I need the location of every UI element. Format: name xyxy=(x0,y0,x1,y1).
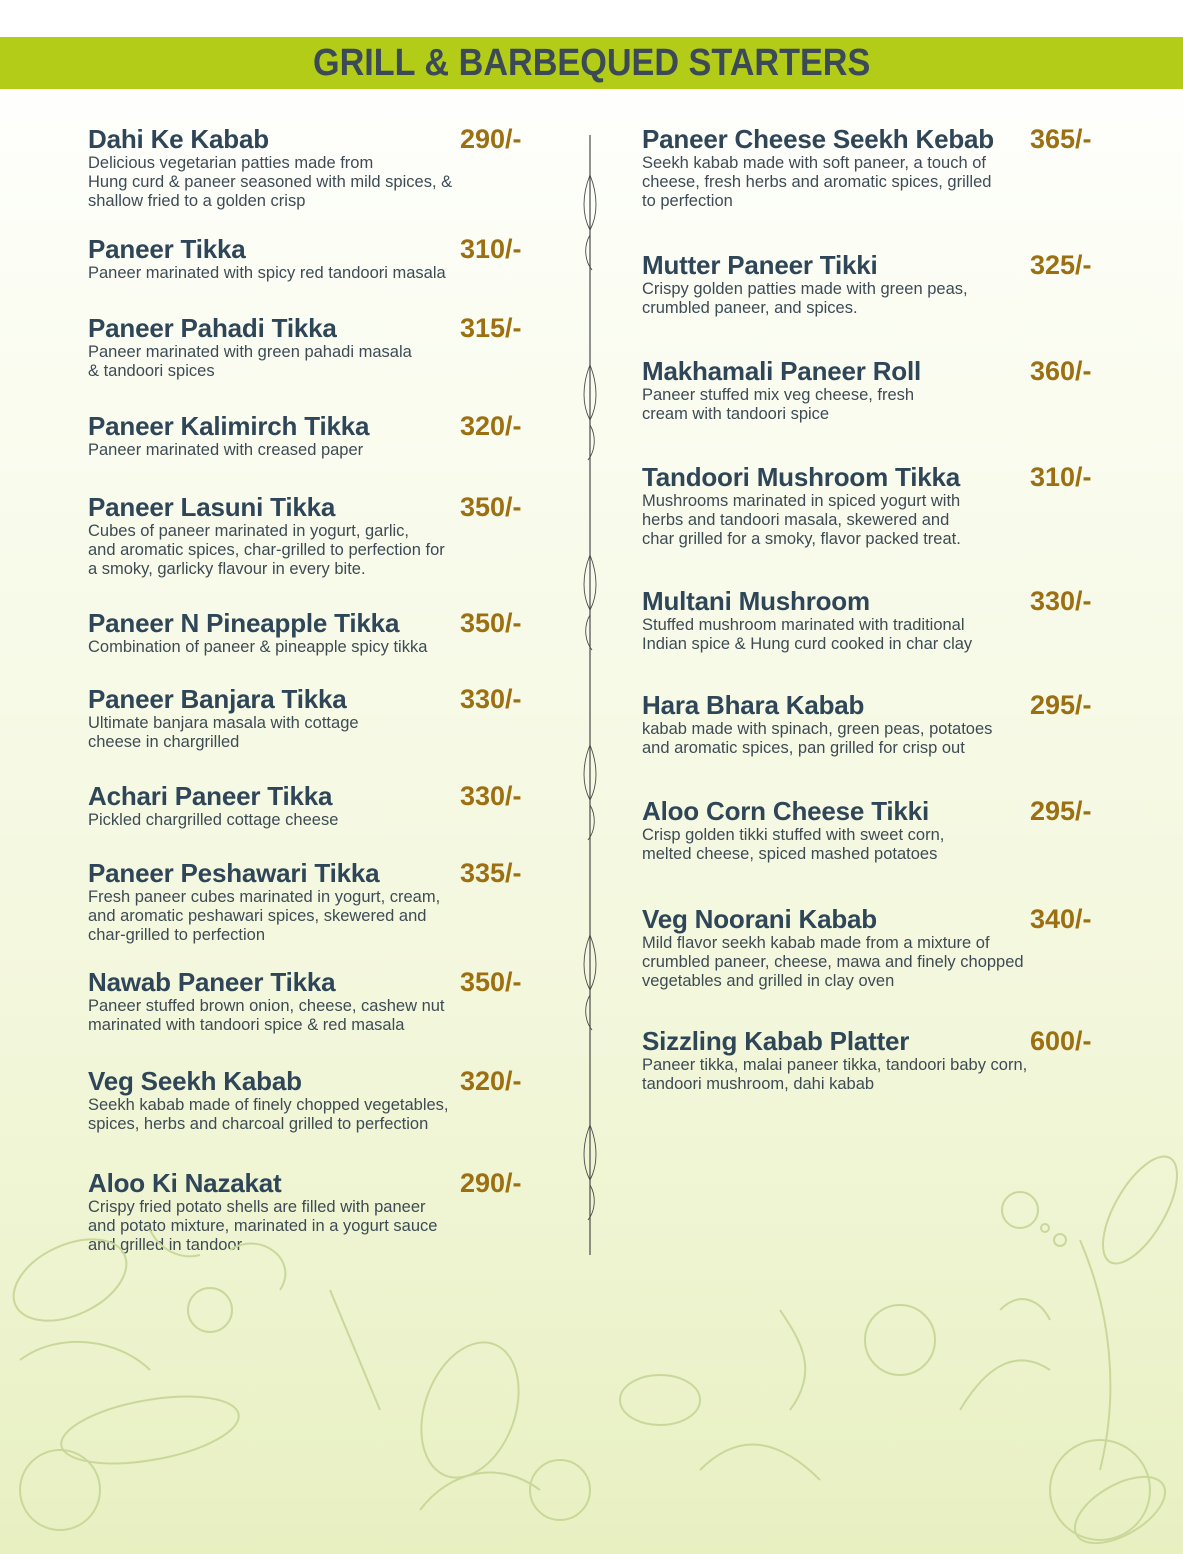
item-name: Aloo Corn Cheese Tikki xyxy=(642,796,929,826)
item-name: Achari Paneer Tikka xyxy=(88,781,333,811)
item-description: Stuffed mushroom marinated with traditional Indian spice & Hung curd cooked in char clay xyxy=(642,616,973,653)
item-price: 365/- xyxy=(1030,124,1092,154)
item-name: Multani Mushroom xyxy=(642,586,870,616)
menu-item-paneer-pahadi-tikka xyxy=(88,313,522,381)
item-description: Crispy fried potato shells are filled with paneer and potato mixture, marinated in a yogurt sauce and grilled in tandoor xyxy=(88,1198,438,1254)
item-price: 290/- xyxy=(460,1168,522,1198)
item-description: Combination of paneer & pineapple spicy tikka xyxy=(88,638,428,656)
item-description: Paneer tikka, malai paneer tikka, tandoori baby corn, tandoori mushroom, dahi kabab xyxy=(642,1056,1028,1093)
item-description: Paneer stuffed brown onion, cheese, cashew nut marinated with tandoori spice & red masala xyxy=(88,997,445,1034)
item-description: Delicious vegetarian patties made from Hung curd & paneer seasoned with mild spices, & shallow fried to a golden crisp xyxy=(88,154,453,210)
menu-title: GRILL & BARBEQUED STARTERS xyxy=(312,41,871,84)
menu-item-hara-bhara-kabab xyxy=(642,690,1092,758)
item-description: Pickled chargrilled cottage cheese xyxy=(88,811,339,829)
item-description: Crispy golden patties made with green peas, crumbled paneer, and spices. xyxy=(642,280,968,317)
item-description: Paneer marinated with creased paper xyxy=(88,441,364,459)
item-price: 315/- xyxy=(460,313,522,343)
menu-item-paneer-cheese-seekh-kebab xyxy=(642,124,1092,211)
item-name: Tandoori Mushroom Tikka xyxy=(642,462,961,492)
menu-item-mutter-paneer-tikki xyxy=(642,250,1092,318)
item-name: Paneer Tikka xyxy=(88,234,246,264)
ornamental-divider xyxy=(580,135,600,1255)
item-name: Paneer Lasuni Tikka xyxy=(88,492,336,522)
menu-item-paneer-n-pineapple-tikka xyxy=(88,608,522,657)
item-name: Paneer Kalimirch Tikka xyxy=(88,411,370,441)
menu-item-paneer-kalimirch-tikka xyxy=(88,411,522,460)
item-name: Aloo Ki Nazakat xyxy=(88,1168,282,1198)
menu-item-paneer-tikka xyxy=(88,234,522,283)
item-price: 360/- xyxy=(1030,356,1092,386)
title-banner xyxy=(0,37,1183,89)
item-price: 350/- xyxy=(460,967,522,997)
item-description: Ultimate banjara masala with cottage cheese in chargrilled xyxy=(88,714,359,751)
item-description: Seekh kabab made of finely chopped vegetables, spices, herbs and charcoal grilled to perfection xyxy=(88,1096,449,1133)
item-price: 310/- xyxy=(1030,462,1092,492)
menu-item-tandoori-mushroom-tikka xyxy=(642,462,1092,549)
menu-item-dahi-ke-kabab xyxy=(88,124,522,211)
item-name: Mutter Paneer Tikki xyxy=(642,250,878,280)
menu-item-sizzling-kabab-platter xyxy=(642,1026,1092,1094)
item-price: 295/- xyxy=(1030,796,1092,826)
item-price: 320/- xyxy=(460,1066,522,1096)
item-description: Paneer stuffed mix veg cheese, fresh cream with tandoori spice xyxy=(642,386,915,423)
item-description: Cubes of paneer marinated in yogurt, garlic, and aromatic spices, char-grilled to perfection for a smoky, garlicky flavour in every bite. xyxy=(88,522,445,578)
menu-item-paneer-peshawari-tikka xyxy=(88,858,522,945)
item-description: Crisp golden tikki stuffed with sweet corn, melted cheese, spiced mashed potatoes xyxy=(642,826,945,863)
item-price: 340/- xyxy=(1030,904,1092,934)
item-description: kabab made with spinach, green peas, potatoes and aromatic spices, pan grilled for crisp out xyxy=(642,720,993,757)
item-description: Paneer marinated with spicy red tandoori masala xyxy=(88,264,446,282)
item-name: Veg Noorani Kabab xyxy=(642,904,877,934)
item-price: 330/- xyxy=(460,684,522,714)
item-price: 310/- xyxy=(460,234,522,264)
item-name: Hara Bhara Kabab xyxy=(642,690,865,720)
item-name: Sizzling Kabab Platter xyxy=(642,1026,910,1056)
menu-item-paneer-lasuni-tikka xyxy=(88,492,522,579)
item-price: 350/- xyxy=(460,492,522,522)
item-description: Fresh paneer cubes marinated in yogurt, cream, and aromatic peshawari spices, skewered and char-grilled to perfection xyxy=(88,888,441,944)
item-name: Paneer Banjara Tikka xyxy=(88,684,347,714)
item-price: 320/- xyxy=(460,411,522,441)
menu-item-achari-paneer-tikka xyxy=(88,781,522,830)
item-price: 335/- xyxy=(460,858,522,888)
item-description: Paneer marinated with green pahadi masala & tandoori spices xyxy=(88,343,412,380)
item-description: Seekh kabab made with soft paneer, a touch of cheese, fresh herbs and aromatic spices, grilled to perfection xyxy=(642,154,992,210)
item-price: 330/- xyxy=(1030,586,1092,616)
item-name: Paneer Pahadi Tikka xyxy=(88,313,337,343)
item-price: 350/- xyxy=(460,608,522,638)
item-name: Veg Seekh Kabab xyxy=(88,1066,302,1096)
item-price: 330/- xyxy=(460,781,522,811)
item-name: Paneer Peshawari Tikka xyxy=(88,858,380,888)
menu-item-makhamali-paneer-roll xyxy=(642,356,1092,424)
menu-item-paneer-banjara-tikka xyxy=(88,684,522,752)
item-name: Nawab Paneer Tikka xyxy=(88,967,336,997)
menu-item-multani-mushroom xyxy=(642,586,1092,654)
vegetable-doodle-background xyxy=(0,1110,1183,1554)
item-price: 295/- xyxy=(1030,690,1092,720)
item-description: Mild flavor seekh kabab made from a mixture of crumbled paneer, cheese, mawa and finely chopped vegetables and grilled in clay oven xyxy=(642,934,1024,990)
item-name: Paneer Cheese Seekh Kebab xyxy=(642,124,994,154)
item-name: Paneer N Pineapple Tikka xyxy=(88,608,400,638)
menu-item-aloo-corn-cheese-tikki xyxy=(642,796,1092,864)
item-name: Dahi Ke Kabab xyxy=(88,124,269,154)
menu-item-veg-noorani-kabab xyxy=(642,904,1092,991)
item-name: Makhamali Paneer Roll xyxy=(642,356,922,386)
item-price: 600/- xyxy=(1030,1026,1092,1056)
item-price: 290/- xyxy=(460,124,522,154)
item-price: 325/- xyxy=(1030,250,1092,280)
item-description: Mushrooms marinated in spiced yogurt with herbs and tandoori masala, skewered and char grilled for a smoky, flavor packed treat. xyxy=(642,492,961,548)
menu-item-nawab-paneer-tikka xyxy=(88,967,522,1035)
